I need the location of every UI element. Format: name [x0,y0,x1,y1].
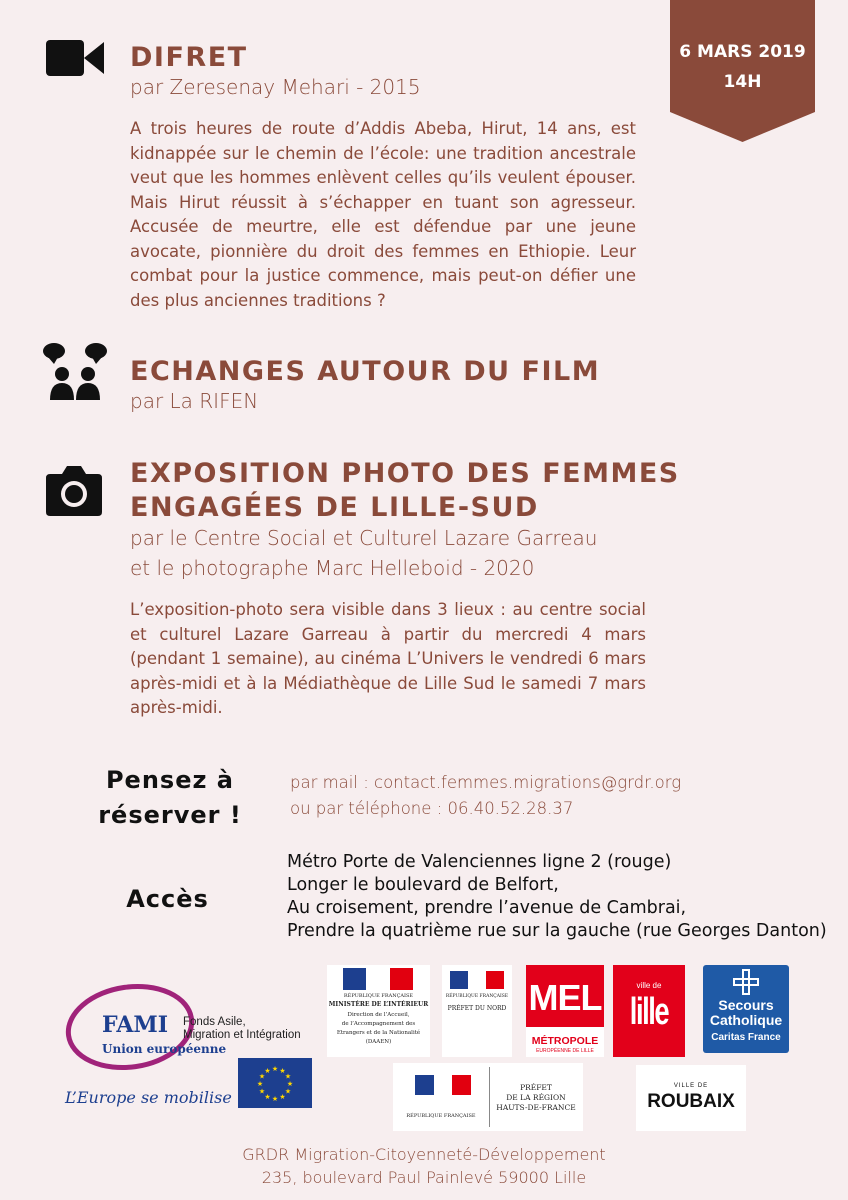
mel-name: MÉTROPOLE [531,1035,599,1047]
logo-prefet-region [393,1063,583,1131]
exhibition-byline-line2: et le photographe Marc Helleboid - 2020 [130,556,535,580]
interieur-l2: de l’Accompagnement des [341,1021,416,1027]
prefet-region-l3: HAUTS-DE-FRANCE [496,1103,576,1112]
fami-union: Union européenne [102,1042,227,1056]
cross-icon [733,969,759,995]
exchange-byline: par La RIFEN [130,389,259,413]
footer-address: 235, boulevard Paul Painlevé 59000 Lille [261,1168,587,1187]
fami-fullname [183,1016,301,1042]
eu-star: ★ [258,1087,266,1096]
access-line: Prendre la quatrième rue sur la gauche (rue Georges Danton) [287,921,827,941]
exchange-title: ECHANGES AUTOUR DU FILM [130,356,601,387]
fami-line2: Migration et Intégration [183,1029,301,1041]
event-time: 14H [723,72,762,92]
exhibition-title-line2: ENGAGÉES DE LILLE-SUD [130,492,539,523]
secours-name [703,998,789,1028]
fami-line1: Fonds Asile, [183,1016,246,1028]
discussion-icon [40,342,110,402]
access-line: Au croisement, prendre l’avenue de Cambrai, [287,898,687,918]
film-synopsis: A trois heures de route d’Addis Abeba, Hirut, 14 ans, est kidnappée sur le chemin de l’école: une tradition ancestrale veut que les hommes enlèvent celles qu’ils veulent épouser. Mais Hirut réussit à s’échapper en tuant son agresseur. Accusée de meurtre, elle est défendue par une jeune avocate, pionnière du droit des femmes en Ethiopie. Leur combat pour la justice commence, mais peut-on défier une des plus anciennes traditions ? [130,119,636,310]
eu-star: ★ [256,1080,264,1088]
logo-mel [526,965,604,1057]
access-heading: Accès [126,885,209,913]
secours-l1: Secours [718,997,774,1013]
mel-sub: EUROPÉENNE DE LILLE [536,1048,594,1054]
roubaix-big [636,1091,746,1113]
secours-sub: Caritas France [711,1032,781,1043]
exhibition-description: L’exposition-photo sera visible dans 3 lieux : au centre social et culturel Lazare Garreau à partir du mercredi 4 mars (pendant 1 semaine), au cinéma L’Univers le vendredi 6 mars après-midi et à la Médiathèque de Lille Sud le samedi 7 mars après-midi. [130,600,646,717]
eu-star: ★ [284,1087,292,1096]
roubaix-small: VILLE DE [673,1083,709,1089]
reserve-heading-line2: réserver ! [98,801,242,829]
logo-interieur [327,965,430,1057]
footer-org: GRDR Migration-Citoyenneté-Développement [242,1145,606,1164]
secours-l2: Catholique [709,1012,783,1028]
footer [0,1143,848,1189]
interieur-rf: RÉPUBLIQUE FRANÇAISE [343,993,414,999]
logo-roubaix [636,1065,746,1131]
prefet-region-rf: RÉPUBLIQUE FRANÇAISE [406,1113,476,1119]
eu-star: ★ [286,1080,294,1088]
contact-phone[interactable]: ou par téléphone : 06.40.52.28.37 [290,799,574,818]
access-directions [287,851,827,943]
fami-acronym: FAMI [102,1012,169,1038]
video-camera-icon [46,38,104,78]
eu-star: ★ [271,1065,279,1073]
prefet-region-label [491,1083,581,1113]
eu-star: ★ [271,1095,279,1103]
lille-big: lille [629,991,669,1033]
eu-star: ★ [279,1092,286,1101]
logo-secours-catholique [703,965,789,1053]
interieur-l1: Direction de l’Accueil, [347,1012,410,1018]
contact-mail[interactable]: par mail : contact.femmes.migrations@grdr.org [290,773,682,792]
film-title: DIFRET [130,42,248,73]
access-line: Métro Porte de Valenciennes ligne 2 (rouge) [287,852,672,872]
eu-star: ★ [284,1072,292,1081]
exhibition-byline-line1: par le Centre Social et Culturel Lazare Garreau [130,526,598,550]
prefet-nord-label: PRÉFET DU NORD [447,1005,507,1012]
event-date: 6 MARS 2019 [679,42,806,62]
mel-acronym: MEL [528,977,602,1018]
reserve-heading-line1: Pensez à [105,766,235,794]
prefet-nord-rf: RÉPUBLIQUE FRANÇAISE [445,994,509,999]
eu-star: ★ [258,1072,266,1081]
interieur-ministry: MINISTÈRE DE L’INTÉRIEUR [328,1001,429,1008]
interieur-direction [327,1011,430,1047]
logo-lille [613,965,685,1057]
lille-small: ville de [636,981,662,990]
prefet-region-l1: PRÉFET [520,1083,552,1092]
fami-slogan: L’Europe se mobilise [65,1088,232,1107]
interieur-l4: (DAAEN) [365,1039,392,1045]
photo-camera-icon [46,464,102,516]
eu-star: ★ [264,1092,271,1101]
eu-star: ★ [279,1067,286,1076]
eu-flag-icon [238,1058,312,1108]
prefet-region-l2: DE LA RÉGION [506,1093,566,1102]
film-byline: par Zeresenay Mehari - 2015 [130,75,421,99]
logo-prefet-nord [442,965,512,1057]
roubaix-name: ROUBAIX [647,1091,735,1112]
eu-star: ★ [264,1067,271,1076]
interieur-l3: Etrangers et de la Nationalité [336,1030,421,1036]
exhibition-title-line1: EXPOSITION PHOTO DES FEMMES [130,458,680,489]
reserve-heading [70,763,270,833]
date-banner [670,0,815,142]
access-line: Longer le boulevard de Belfort, [287,875,559,895]
